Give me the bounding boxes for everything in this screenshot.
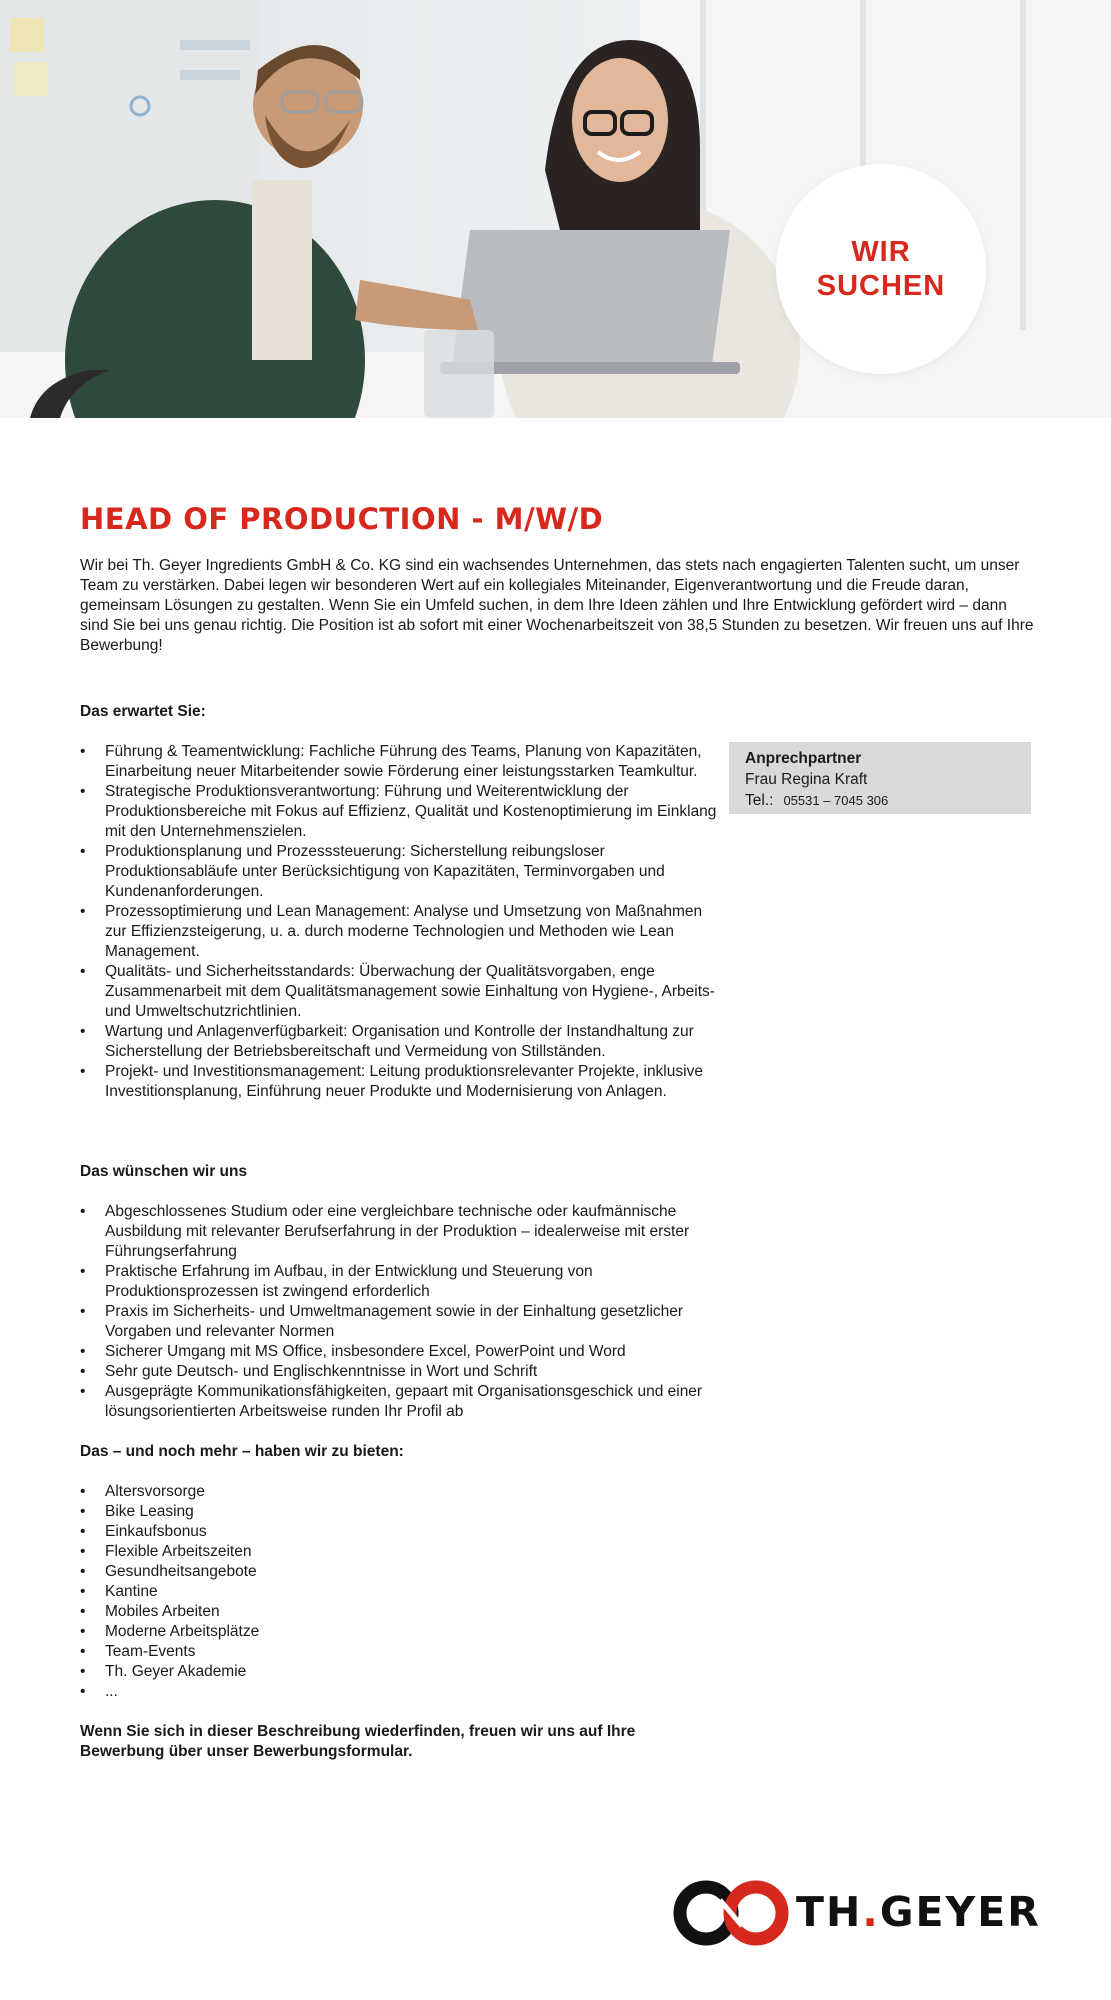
logo-wordmark	[796, 1888, 1041, 1936]
list-item: • Th. Geyer Akademie	[80, 1662, 720, 1682]
list-item: • Qualitäts- und Sicherheitsstandards: Überwachung der Qualitätsvorgaben, enge Zusammenarbeit mit dem Qualitätsmanagement sowie Einhaltung von Hygiene-, Arbeits- und Umweltschutzrichtlinien.	[80, 962, 720, 1022]
logo-text-geyer: GEYER	[879, 1888, 1041, 1936]
th-geyer-logo[interactable]	[668, 1878, 1041, 1948]
list-item: • Team-Events	[80, 1642, 720, 1662]
list-item: • Prozessoptimierung und Lean Management: Analyse und Umsetzung von Maßnahmen zur Effizienzsteigerung, u. a. durch moderne Technologien und Methoden wie Lean Management.	[80, 902, 720, 962]
contact-phone-label: Tel.:	[745, 792, 774, 809]
badge-line-2: SUCHEN	[816, 270, 946, 302]
contact-phone-number[interactable]: 05531 – 7045 306	[783, 793, 889, 808]
closing-text: Wenn Sie sich in dieser Beschreibung wiederfinden, freuen wir uns auf Ihre Bewerbung über unser Bewerbungsformular.	[80, 1723, 636, 1760]
list-item: • Produktionsplanung und Prozesssteuerung: Sicherstellung reibungsloser Produktionsabläufe unter Berücksichtigung von Kapazitäten, Terminvorgaben und Kundenanforderungen.	[80, 842, 720, 902]
list-item: • Praxis im Sicherheits- und Umweltmanagement sowie in der Einhaltung gesetzlicher Vorgaben und relevanter Normen	[80, 1302, 720, 1342]
list-item: • Projekt- und Investitionsmanagement: Leitung produktionsrelevanter Projekte, inklusive Investitionsplanung, Einführung neuer Produkte und Modernisierung von Anlagen.	[80, 1062, 720, 1102]
badge-line-1: WIR	[851, 236, 911, 268]
list-item: • Kantine	[80, 1582, 720, 1602]
section-benefits-heading: Das – und noch mehr – haben wir zu bieten:	[80, 1443, 404, 1460]
logo-text-dot: .	[862, 1888, 880, 1936]
list-item: • Sicherer Umgang mit MS Office, insbesondere Excel, PowerPoint und Word	[80, 1342, 720, 1362]
contact-box	[729, 742, 1031, 814]
list-item: • Moderne Arbeitsplätze	[80, 1622, 720, 1642]
list-item: • Altersvorsorge	[80, 1482, 720, 1502]
contact-phone-row	[745, 790, 1015, 811]
list-item: • Gesundheitsangebote	[80, 1562, 720, 1582]
contact-title: Anprechpartner	[745, 750, 862, 767]
we-are-hiring-badge	[776, 164, 986, 374]
list-item: • Ausgeprägte Kommunikationsfähigkeiten, gepaart mit Organisationsgeschick und einer lösungsorientierten Arbeitsweise runden Ihr Profil ab	[80, 1382, 720, 1422]
list-item: • Abgeschlossenes Studium oder eine vergleichbare technische oder kaufmännische Ausbildung mit relevanter Berufserfahrung in der Produktion – idealerweise mit erster Führungserfahrung	[80, 1202, 720, 1262]
list-item: • Flexible Arbeitszeiten	[80, 1542, 720, 1562]
list-item: • Einkaufsbonus	[80, 1522, 720, 1542]
requirements-list	[80, 1202, 720, 1422]
benefits-list	[80, 1482, 720, 1702]
list-item: • Führung & Teamentwicklung: Fachliche Führung des Teams, Planung von Kapazitäten, Einarbeitung neuer Mitarbeitender sowie Förderung einer leistungsstarken Teamkultur.	[80, 742, 720, 782]
contact-name: Frau Regina Kraft	[745, 771, 868, 788]
list-item: • ...	[80, 1682, 720, 1702]
list-item: • Praktische Erfahrung im Aufbau, in der Entwicklung und Steuerung von Produktionsprozessen ist zwingend erforderlich	[80, 1262, 720, 1302]
list-item: • Wartung und Anlagenverfügbarkeit: Organisation und Kontrolle der Instandhaltung zur Sicherstellung der Betriebsbereitschaft und Vermeidung von Stillständen.	[80, 1022, 720, 1062]
hero-banner	[0, 0, 1111, 418]
logo-infinity-icon	[668, 1878, 796, 1948]
section-expectations-heading: Das erwartet Sie:	[80, 703, 206, 720]
list-item: • Bike Leasing	[80, 1502, 720, 1522]
logo-text-th: TH	[796, 1888, 863, 1936]
section-requirements-heading: Das wünschen wir uns	[80, 1163, 248, 1180]
list-item: • Strategische Produktionsverantwortung: Führung und Weiterentwicklung der Produktionsbereiche mit Fokus auf Effizienz, Qualität und Kostenoptimierung im Einklang mit den Unternehmenszielen.	[80, 782, 720, 842]
intro-text: Wir bei Th. Geyer Ingredients GmbH & Co. KG sind ein wachsendes Unternehmen, das stets nach engagierten Talenten sucht, um unser Team zu verstärken. Dabei legen wir besonderen Wert auf ein kollegiales Miteinander, Eigenverantwortung und die Freude daran, gemeinsam Lösungen zu gestalten. Wenn Sie ein Umfeld suchen, in dem Ihre Ideen zählen und Ihre Entwicklung gefördert wird – dann sind Sie bei uns genau richtig. Die Position ist ab sofort mit einer Wochenarbeitszeit von 38,5 Stunden zu besetzen. Wir freuen uns auf Ihre Bewerbung!	[80, 557, 1034, 654]
expectations-list	[80, 742, 720, 1102]
job-title: HEAD OF PRODUCTION - M/W/D	[80, 502, 604, 536]
list-item: • Sehr gute Deutsch- und Englischkenntnisse in Wort und Schrift	[80, 1362, 720, 1382]
list-item: • Mobiles Arbeiten	[80, 1602, 720, 1622]
